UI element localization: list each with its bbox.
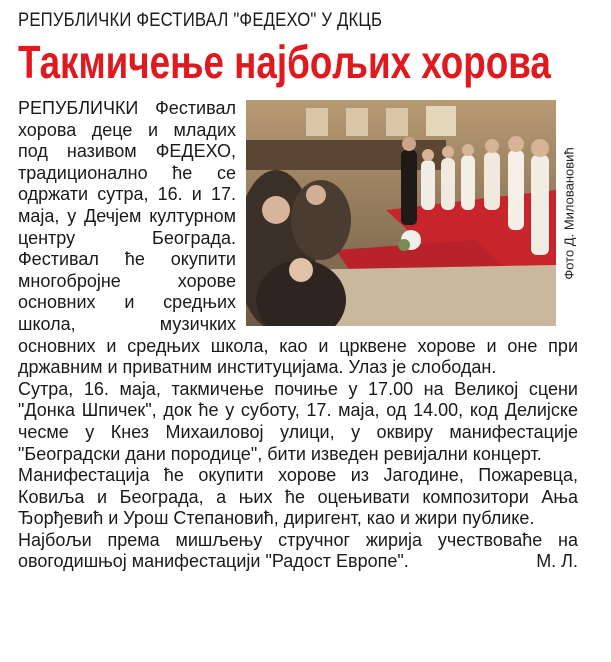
photo-block bbox=[246, 100, 578, 328]
article-kicker: РЕПУБЛИЧКИ ФЕСТИВАЛ "ФЕДЕХО" У ДКЦБ bbox=[18, 10, 383, 31]
photo-credit: Фото Д. Миловановић bbox=[561, 146, 577, 280]
article bbox=[18, 8, 578, 573]
article-body bbox=[18, 98, 578, 573]
author-signature: М. Л. bbox=[536, 551, 578, 572]
choir-photo bbox=[246, 100, 556, 326]
article-headline: Такмичење најбољих хорова bbox=[18, 36, 551, 88]
paragraph-4 bbox=[18, 530, 578, 573]
paragraph-4-text: Најбољи према мишљењу стручног жирија учествоваће на овогодишњој манифестацији "Радост Европе". bbox=[18, 529, 578, 572]
paragraph-2: Сутра, 16. маја, такмичење почиње у 17.00 на Великој сцени "Донка Шпичек", док ће у суботу, 17. маја, од 14.00, код Делијске чесме у Кнез Михаиловој улици, у оквиру манифестације "Београдски дани породице", бити изведен ревијални концерт. bbox=[18, 378, 578, 464]
paragraph-1: РЕПУБЛИЧКИ Фестивал хорова деце и младих под називом ФЕДЕХО, традиционално ће се одржати сутра, 16. и 17. маја, у Дечјем културном центру Београда. Фестивал ће окупити многобројне хорове основних и средњих школа, музичких основних и средњих школа, као и црквене хорове и оне при државним и приватним институцијама. Улаз је слободан. bbox=[18, 98, 578, 378]
paragraph-3: Манифестација ће окупити хорове из Јагодине, Пожаревца, Ковиља и Београда, а њих ће оцењивати композитори Ања Ђорђевић и Урош Степановић, диригент, као и жири публике. bbox=[18, 465, 578, 529]
